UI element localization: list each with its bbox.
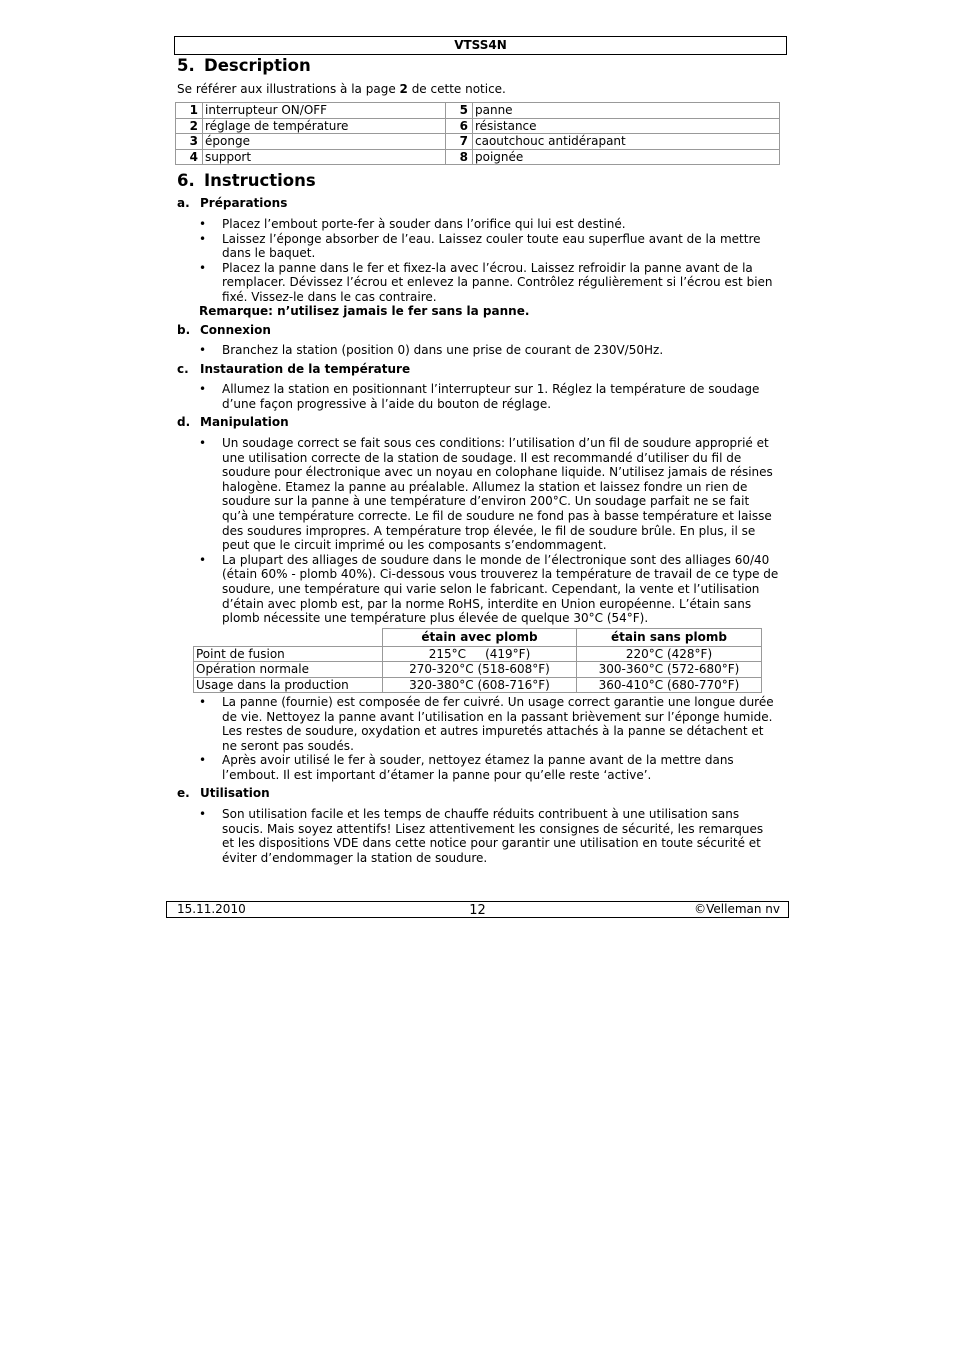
section-6-heading: 6. Instructions bbox=[177, 171, 316, 190]
subsection-c-heading: c. Instauration de la température bbox=[177, 362, 411, 376]
table-row: 4 support 8 poignée bbox=[176, 149, 780, 165]
parts-table bbox=[175, 102, 780, 165]
page-header bbox=[174, 36, 787, 55]
list-item: • Après avoir utilisé le fer à souder, nettoyez étamez la panne avant de la mettre dans l’embout. Il est important d’étamer la panne pour qu’elle reste ‘active’. bbox=[199, 753, 779, 782]
model-title: VTSS4N bbox=[454, 38, 507, 52]
subsection-a-list bbox=[199, 217, 779, 305]
page-number: 12 bbox=[469, 903, 486, 918]
table-row: Opération normale 270-320°C (518-608°F) 300-360°C (572-680°F) bbox=[194, 662, 762, 678]
list-item: • Allumez la station en positionnant l’interrupteur sur 1. Réglez la température de soudage d’une façon progressive à l’aide du bouton de réglage. bbox=[199, 382, 779, 411]
page-footer bbox=[166, 901, 789, 918]
subsection-b-list bbox=[199, 343, 779, 358]
list-item: • La plupart des alliages de soudure dans le monde de l’électronique sont des alliages 60/40 (étain 60% - plomb 40%). Ci-dessous vous trouverez la température de travail de ce type de soudure, une température qui varie selon le fabricant. Cependant, la vente et l’utilisation d’étain avec plomb est, par la norme RoHS, interdite en Union européenne. L’étain sans plomb nécessite une température plus élevée de quelque 30°C (54°F). bbox=[199, 553, 779, 626]
subsection-e-heading: e. Utilisation bbox=[177, 786, 270, 800]
list-item: • Son utilisation facile et les temps de chauffe réduits contribuent à une utilisation sans soucis. Mais soyez attentifs! Lisez attentivement les consignes de sécurité, les remarques et les dispositions VDE dans cette notice pour garantir une utilisation en toute sécurité et éviter d’endommager la station de soudure. bbox=[199, 807, 779, 865]
table-row: 1 interrupteur ON/OFF 5 panne bbox=[176, 103, 780, 119]
table-row: 2 réglage de température 6 résistance bbox=[176, 118, 780, 134]
table-row: Usage dans la production 320-380°C (608-716°F) 360-410°C (680-770°F) bbox=[194, 677, 762, 693]
table-row: 3 éponge 7 caoutchouc antidérapant bbox=[176, 134, 780, 150]
list-item: • Branchez la station (position 0) dans une prise de courant de 230V/50Hz. bbox=[199, 343, 779, 358]
section-5-intro: Se référer aux illustrations à la page 2 de cette notice. bbox=[177, 82, 506, 96]
footer-date: 15.11.2010 bbox=[177, 902, 246, 916]
footer-copyright: ©Velleman nv bbox=[694, 902, 780, 916]
subsection-b-heading: b. Connexion bbox=[177, 323, 271, 337]
list-item: • Laissez l’éponge absorber de l’eau. Laissez couler toute eau superflue avant de la mettre dans le baquet. bbox=[199, 232, 779, 261]
list-item: • Un soudage correct se fait sous ces conditions: l’utilisation d’un fil de soudure approprié et une utilisation correcte de la station de soudage. Il est recommandé d’utiliser du fil de soudure pour électronique avec un noyau en colophane liquide. N’utilisez jamais de résines halogène. Etamez la panne au préalable. Allumez la station et laissez fondre un rien de soudure sur la panne à une température d’environ 200°C. Un soudage parfait ne se fait qu’à une température correcte. Le fil de soudure ne fond pas à basse température et laisse des soudures impropres. A température trop élevée, le fil de soudure brûle. En plus, il se peut que le circuit imprimé ou les composants s’endommagent. bbox=[199, 436, 779, 553]
table-header-row: étain avec plomb étain sans plomb bbox=[194, 629, 762, 647]
subsection-c-list bbox=[199, 382, 779, 411]
subsection-d-heading: d. Manipulation bbox=[177, 415, 289, 429]
table-row: Point de fusion 215°C (419°F) 220°C (428°F) bbox=[194, 646, 762, 662]
list-item: • La panne (fournie) est composée de fer cuivré. Un usage correct garantie une longue durée de vie. Nettoyez la panne avant l’utilisation en la passant brièvement sur l’éponge humide. Les restes de soudure, oxydation et autres impuretés attachés à la panne se détachent et ne seront pas soudés. bbox=[199, 695, 779, 753]
subsection-e-list bbox=[199, 807, 779, 865]
subsection-d-list-2 bbox=[199, 695, 779, 783]
remark: Remarque: n’utilisez jamais le fer sans la panne. bbox=[199, 304, 530, 318]
subsection-a-heading: a. Préparations bbox=[177, 196, 288, 210]
list-item: • Placez la panne dans le fer et fixez-la avec l’écrou. Laissez refroidir la panne avant de la remplacer. Dévissez l’écrou et enlevez la panne. Contrôlez régulièrement si l’écrou est bien fixé. Vissez-le dans le cas contraire. bbox=[199, 261, 779, 305]
solder-temperature-table bbox=[193, 628, 762, 693]
subsection-d-list bbox=[199, 436, 779, 626]
section-5-heading: 5. Description bbox=[177, 56, 311, 75]
list-item: • Placez l’embout porte-fer à souder dans l’orifice qui lui est destiné. bbox=[199, 217, 779, 232]
